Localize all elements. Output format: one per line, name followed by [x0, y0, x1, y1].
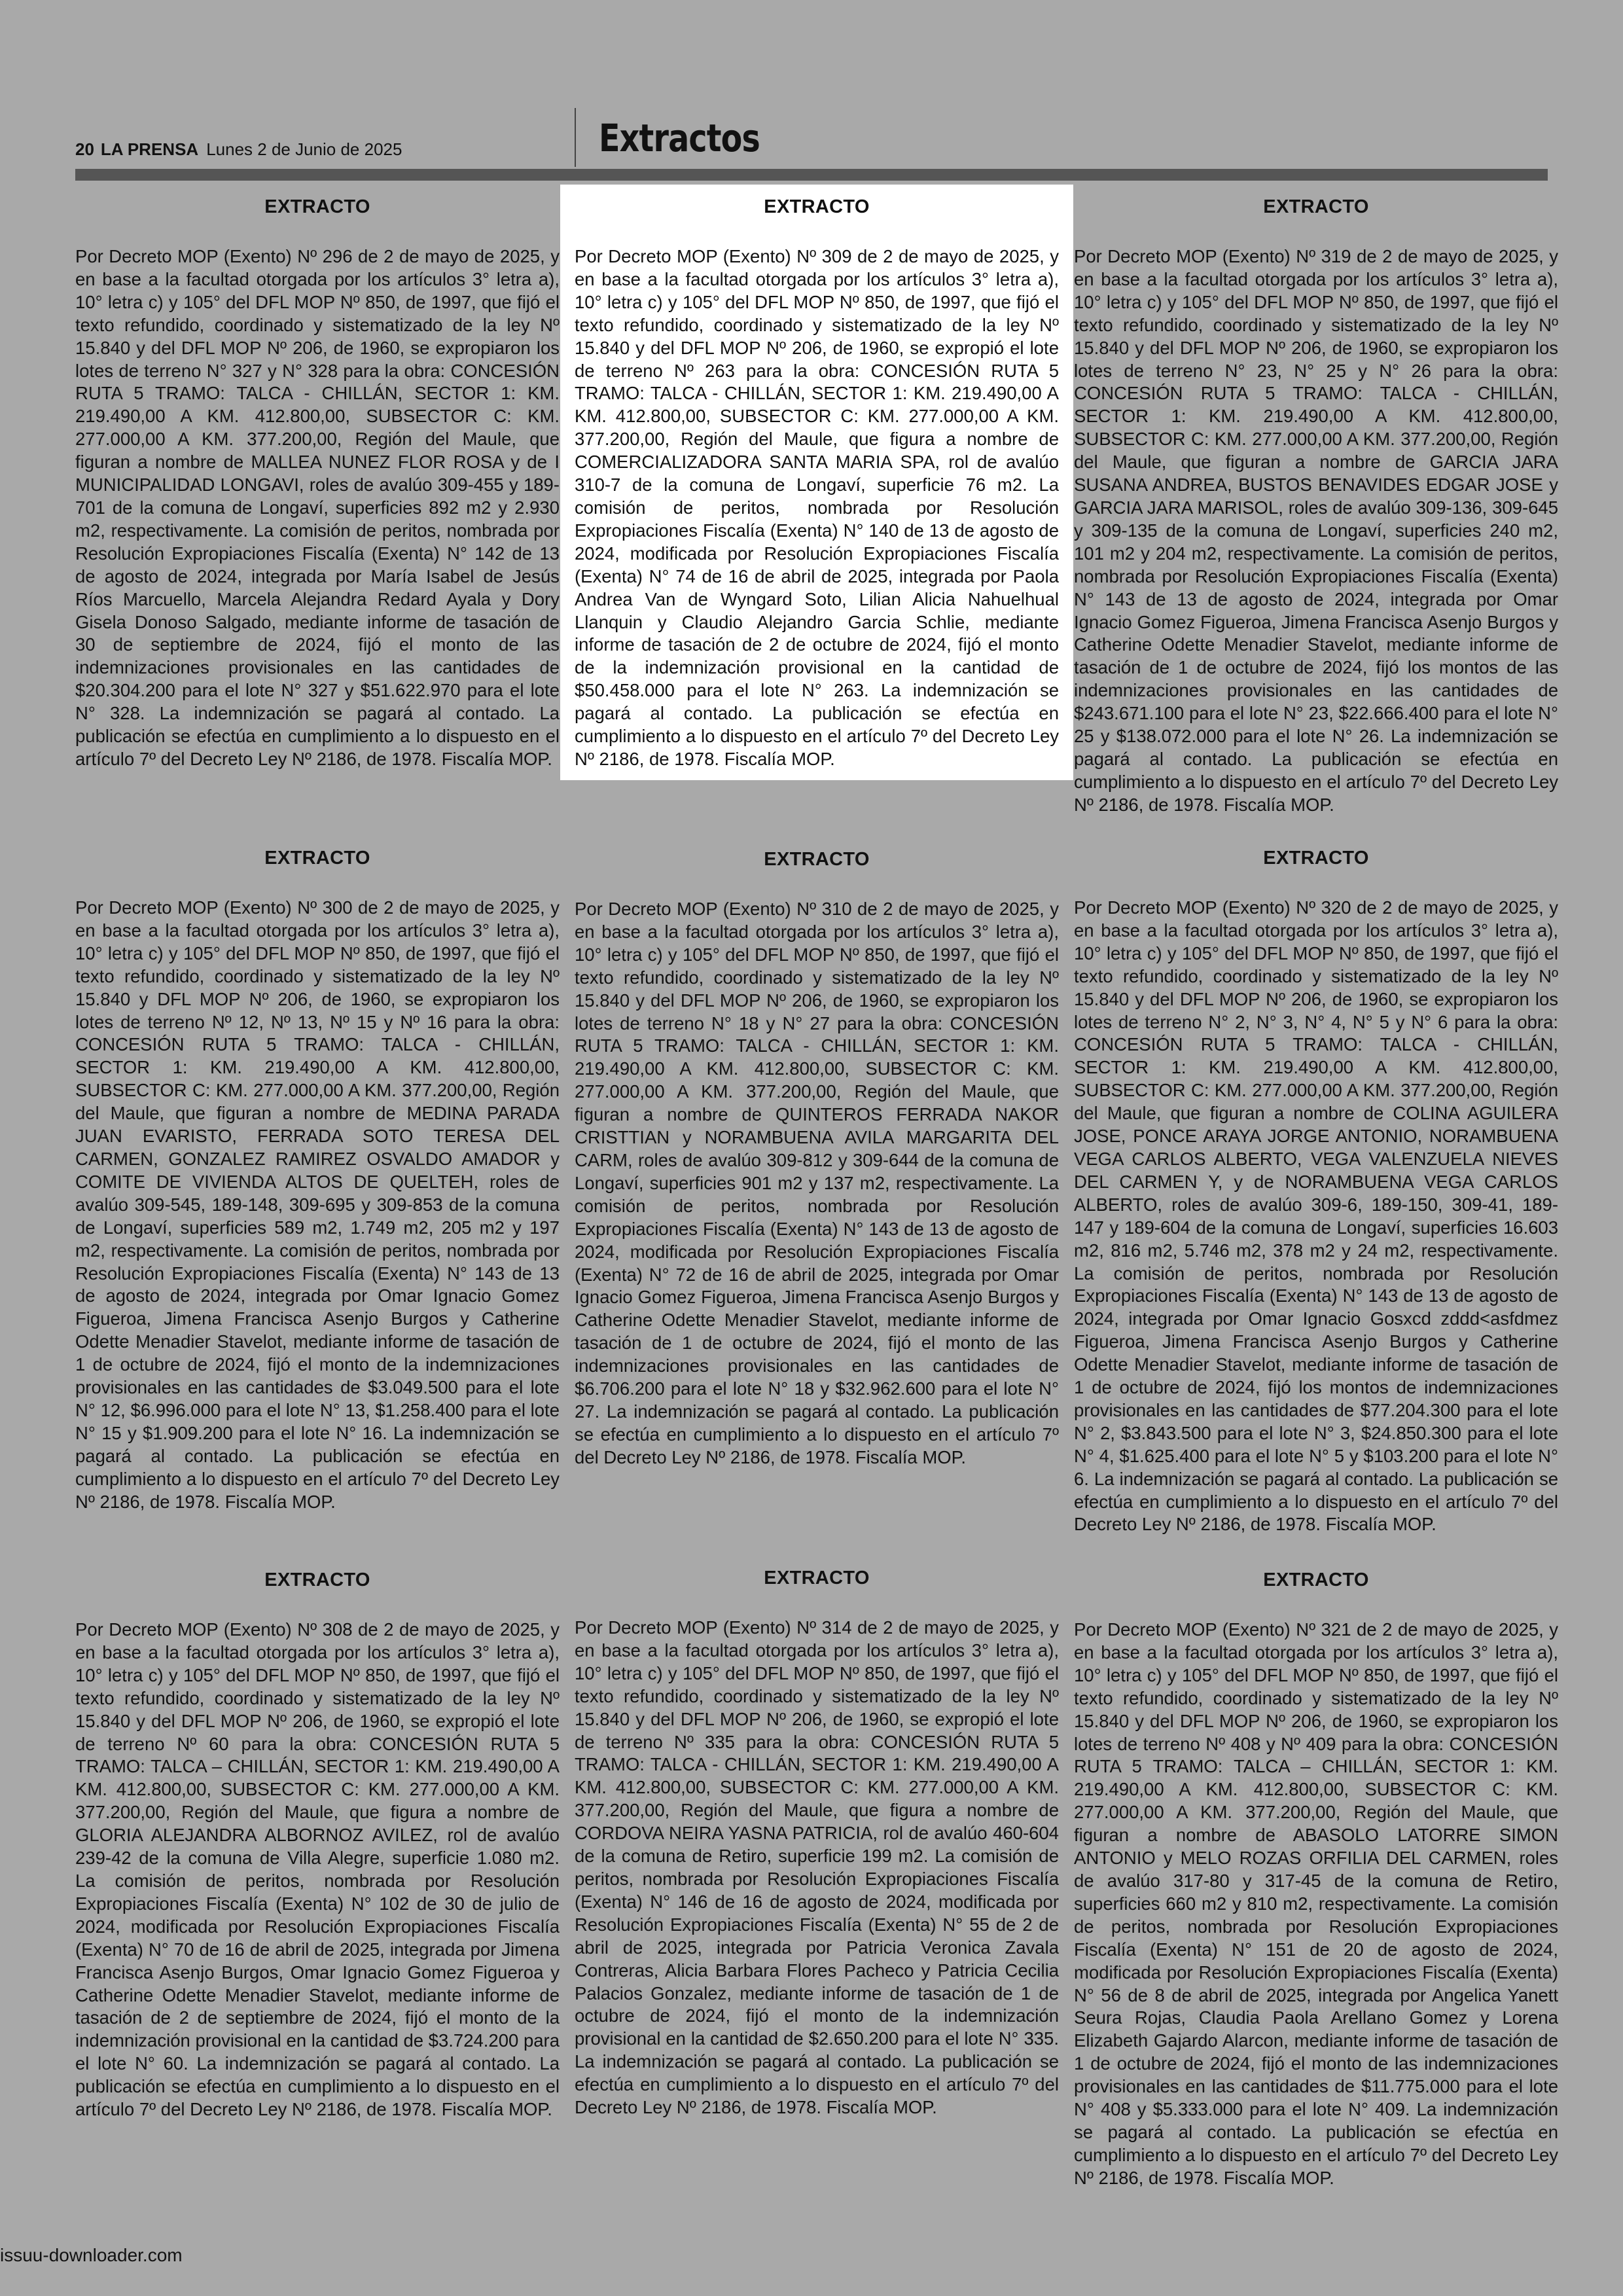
extracto-notice: [75, 1570, 560, 2121]
extracto-body: Por Decreto MOP (Exento) Nº 320 de 2 de mayo de 2025, y en base a la facultad otorgada por los artículos 3° letra a), 10° letra c) y 105° del DFL MOP Nº 850, de 1997, que fijó el texto refundido, coordinado y sistematizado de la ley Nº 15.840 y del DFL MOP Nº 206, de 1960, se expropiaron los lotes de terreno N° 2, N° 3, N° 4, N° 5 y N° 6 para la obra: CONCESIÓN RUTA 5 TRAMO: TALCA - CHILLÁN, SECTOR 1: KM. 219.490,00 A KM. 412.800,00, SUBSECTOR C: KM. 277.000,00 A KM. 377.200,00, Región del Maule, que figuran a nombre de COLINA AGUILERA JOSE, PONCE ARAYA JORGE ANTONIO, NORAMBUENA VEGA CARLOS ALBERTO, VEGA VALENZUELA NIEVES DEL CARMEN Y, y de NORAMBUENA VEGA CARLOS ALBERTO, roles de avalúo 309-6, 189-150, 309-41, 189-147 y 189-604 de la comuna de Longaví, superficies 16.603 m2, 816 m2, 5.746 m2, 378 m2 y 24 m2, respectivamente. La comisión de peritos, nombrada por Resolución Expropiaciones Fiscalía (Exenta) N° 143 de 13 de agosto de 2024, integrada por Omar Ignacio Gosxcd zddd<asfdmez Figueroa, Jimena Francisca Asenjo Burgos y Catherine Odette Menadier Stavelot, mediante informe de tasación de 1 de octubre de 2024, fijó los montos de indemnizaciones provisionales en las cantidades de $77.204.300 para el lote N° 2, $3.843.500 para el lote N° 3, $24.850.300 para el lote N° 4, $1.625.400 para el lote N° 5 y $103.200 para el lote N° 6. La indemnización se pagará al contado. La publicación se efectúa en cumplimiento a lo dispuesto en el artículo 7º del Decreto Ley Nº 2186, de 1978. Fiscalía MOP.: [1074, 897, 1558, 1535]
issue-date: Lunes 2 de Junio de 2025: [206, 139, 402, 159]
extracto-title: EXTRACTO: [764, 849, 870, 870]
extracto-notice: [75, 196, 560, 771]
extracto-body: Por Decreto MOP (Exento) Nº 321 de 2 de mayo de 2025, y en base a la facultad otorgada por los artículos 3° letra a), 10° letra c) y 105° del DFL MOP Nº 850, de 1997, que fijó el texto refundido, coordinado y sistematizado de la ley Nº 15.840 y del DFL MOP Nº 206, de 1960, se expropiaron los lotes de terreno Nº 408 y Nº 409 para la obra: CONCESIÓN RUTA 5 TRAMO: TALCA – CHILLÁN, SECTOR 1: KM. 219.490,00 A KM. 412.800,00, SUBSECTOR C: KM. 277.000,00 A KM. 377.200,00, Región del Maule, que figuran a nombre de ABASOLO LATORRE SIMON ANTONIO y MELO ROZAS ORFILIA DEL CARMEN, roles de avalúo 317-80 y 317-45 de la comuna de Retiro, superficies 660 m2 y 810 m2, respectivamente. La comisión de peritos, nombrada por Resolución Expropiaciones Fiscalía (Exenta) N° 151 de 20 de agosto de 2024, modificada por Resolución Expropiaciones Fiscalía (Exenta) N° 56 de 8 de abril de 2025, integrada por Angelica Yanett Seura Rojas, Claudia Paola Arellano Gomez y Lorena Elizabeth Gajardo Alarcon, mediante informe de tasación de 1 de octubre de 2024, fijó el monto de las indemnizaciones provisionales en las cantidades de $11.775.000 para el lote N° 408 y $5.333.000 para el lote N° 409. La indemnización se pagará al contado. La publicación se efectúa en cumplimiento a lo dispuesto en el artículo 7º del Decreto Ley Nº 2186, de 1978. Fiscalía MOP.: [1074, 1619, 1558, 2188]
masthead: [75, 139, 402, 160]
extracto-body: Por Decreto MOP (Exento) Nº 309 de 2 de mayo de 2025, y en base a la facultad otorgada por los artículos 3° letra a), 10° letra c) y 105° del DFL MOP Nº 850, de 1997, que fijó el texto refundido, coordinado y sistematizado de la ley Nº 15.840 y del DFL MOP Nº 206, de 1960, se expropió el lote de terreno Nº 263 para la obra: CONCESIÓN RUTA 5 TRAMO: TALCA - CHILLÁN, SECTOR 1: KM. 219.490,00 A KM. 412.800,00, SUBSECTOR C: KM. 277.000,00 A KM. 377.200,00, Región del Maule, que figura a nombre de COMERCIALIZADORA SANTA MARIA SPA, rol de avalúo 310-7 de la comuna de Longaví, superficie 76 m2. La comisión de peritos, nombrada por Resolución Expropiaciones Fiscalía (Exenta) N° 140 de 13 de agosto de 2024, modificada por Resolución Expropiaciones Fiscalía (Exenta) N° 74 de 16 de abril de 2025, integrada por Paola Andrea Van de Wyngard Soto, Lilian Alicia Nahuelhual Llanquin y Claudio Alejandro Garcia Schlie, mediante informe de tasación de 2 de octubre de 2024, fijó el monto de la indemnización provisional en la cantidad de $50.458.000 para el lote N° 263. La indemnización se pagará al contado. La publicación se efectúa en cumplimiento a lo dispuesto en el artículo 7º del Decreto Ley Nº 2186, de 1978. Fiscalía MOP.: [575, 246, 1059, 769]
page-number: 20: [75, 139, 94, 159]
extracto-body: Por Decreto MOP (Exento) Nº 296 de 2 de mayo de 2025, y en base a la facultad otorgada por los artículos 3° letra a), 10° letra c) y 105° del DFL MOP Nº 850, de 1997, que fijó el texto refundido, coordinado y sistematizado de la ley Nº 15.840 y del DFL MOP Nº 206, de 1960, se expropiaron los lotes de terreno N° 327 y N° 328 para la obra: CONCESIÓN RUTA 5 TRAMO: TALCA - CHILLÁN, SECTOR 1: KM. 219.490,00 A KM. 412.800,00, SUBSECTOR C: KM. 277.000,00 A KM. 377.200,00, Región del Maule, que figuran a nombre de MALLEA NUNEZ FLOR ROSA y de I MUNICIPALIDAD LONGAVI, roles de avalúo 309-455 y 189-701 de la comuna de Longaví, superficies 892 m2 y 2.930 m2, respectivamente. La comisión de peritos, nombrada por Resolución Expropiaciones Fiscalía (Exenta) N° 142 de 13 de agosto de 2024, integrada por María Isabel de Jesús Ríos Marcuello, Marcela Alejandra Redard Ayala y Dory Gisela Donoso Salgado, mediante informe de tasación de 30 de septiembre de 2024, fijó el monto de las indemnizaciones provisionales en las cantidades de $20.304.200 para el lote N° 327 y $51.622.970 para el lote N° 328. La indemnización se pagará al contado. La publicación se efectúa en cumplimiento a lo dispuesto en el artículo 7º del Decreto Ley Nº 2186, de 1978. Fiscalía MOP.: [75, 246, 560, 769]
extracto-title: EXTRACTO: [764, 1568, 870, 1588]
extracto-body: Por Decreto MOP (Exento) Nº 314 de 2 de mayo de 2025, y en base a la facultad otorgada por los artículos 3° letra a), 10° letra c) y 105° del DFL MOP Nº 850, de 1997, que fijó el texto refundido, coordinado y sistematizado de la ley Nº 15.840 y del DFL MOP Nº 206, de 1960, se expropió el lote de terreno Nº 335 para la obra: CONCESIÓN RUTA 5 TRAMO: TALCA - CHILLÁN, SECTOR 1: KM. 219.490,00 A KM. 412.800,00, SUBSECTOR C: KM. 277.000,00 A KM. 377.200,00, Región del Maule, que figura a nombre de CORDOVA NEIRA YASNA PATRICIA, rol de avalúo 460-604 de la comuna de Retiro, superficie 199 m2. La comisión de peritos, nombrada por Resolución Expropiaciones Fiscalía (Exenta) N° 146 de 16 de agosto de 2024, modificada por Resolución Expropiaciones Fiscalía (Exenta) N° 55 de 2 de abril de 2025, integrada por Patricia Veronica Zavala Contreras, Alicia Barbara Flores Pacheco y Patricia Cecilia Palacios Gonzalez, mediante informe de tasación de 1 de octubre de 2024, fijó el monto de la indemnización provisional en la cantidad de $2.650.200 para el lote N° 335. La indemnización se pagará al contado. La publicación se efectúa en cumplimiento a lo dispuesto en el artículo 7º del Decreto Ley Nº 2186, de 1978. Fiscalía MOP.: [575, 1617, 1059, 2118]
header-divider: [575, 108, 576, 167]
extracto-title: EXTRACTO: [1263, 848, 1369, 869]
extracto-notice-highlighted: [560, 185, 1073, 780]
extracto-title: EXTRACTO: [1263, 1570, 1369, 1590]
extracto-body: Por Decreto MOP (Exento) Nº 310 de 2 de mayo de 2025, y en base a la facultad otorgada por los artículos 3° letra a), 10° letra c) y 105° del DFL MOP Nº 850, de 1997, que fijó el texto refundido, coordinado y sistematizado de la ley Nº 15.840 y del DFL MOP Nº 206, de 1960, se expropiaron los lotes de terreno N° 18 y N° 27 para la obra: CONCESIÓN RUTA 5 TRAMO: TALCA - CHILLÁN, SECTOR 1: KM. 219.490,00 A KM. 412.800,00, SUBSECTOR C: KM. 277.000,00 A KM. 377.200,00, Región del Maule, que figuran a nombre de QUINTEROS FERRADA NAKOR CRISTTIAN y NORAMBUENA AVILA MARGARITA DEL CARM, roles de avalúo 309-812 y 309-644 de la comuna de Longaví, superficies 901 m2 y 137 m2, respectivamente. La comisión de peritos, nombrada por Resolución Expropiaciones Fiscalía (Exenta) N° 143 de 13 de agosto de 2024, modificada por Resolución Expropiaciones Fiscalía (Exenta) N° 72 de 16 de abril de 2025, integrada por Omar Ignacio Gomez Figueroa, Jimena Francisca Asenjo Burgos y Catherine Odette Menadier Stavelot, mediante informe de tasación de 1 de octubre de 2024, fijó el monto de las indemnizaciones provisionales en las cantidades de $6.706.200 para el lote N° 18 y $32.962.600 para el lote N° 27. La indemnización se pagará al contado. La publicación se efectúa en cumplimiento a lo dispuesto en el artículo 7º del Decreto Ley Nº 2186, de 1978. Fiscalía MOP.: [575, 899, 1059, 1467]
watermark-text: issuu-downloader.com: [0, 2245, 183, 2265]
extracto-notice: [75, 848, 560, 1513]
extracto-body: Por Decreto MOP (Exento) Nº 319 de 2 de mayo de 2025, y en base a la facultad otorgada por los artículos 3° letra a), 10° letra c) y 105° del DFL MOP Nº 850, de 1997, que fijó el texto refundido, coordinado y sistematizado de la ley Nº 15.840 y del DFL MOP Nº 206, de 1960, se expropiaron los lotes de terreno N° 23, N° 25 y N° 26 para la obra: CONCESIÓN RUTA 5 TRAMO: TALCA - CHILLÁN, SECTOR 1: KM. 219.490,00 A KM. 412.800,00, SUBSECTOR C: KM. 277.000,00 A KM. 377.200,00, Región del Maule, que figuran a nombre de GARCIA JARA SUSANA ANDREA, BUSTOS BENAVIDES EDGAR JOSE y GARCIA JARA MARISOL, roles de avalúo 309-136, 309-645 y 309-135 de la comuna de Longaví, superficies 240 m2, 101 m2 y 204 m2, respectivamente. La comisión de peritos, nombrada por Resolución Expropiaciones Fiscalía (Exenta) N° 143 de 13 de agosto de 2024, integrada por Omar Ignacio Gomez Figueroa, Jimena Francisca Asenjo Burgos y Catherine Odette Menadier Stavelot, mediante informe de tasación de 1 de octubre de 2024, fijó los montos de las indemnizaciones provisionales en las cantidades de $243.671.100 para el lote N° 23, $22.666.400 para el lote N° 25 y $138.072.000 para el lote N° 26. La indemnización se pagará al contado. La publicación se efectúa en cumplimiento a lo dispuesto en el artículo 7º del Decreto Ley Nº 2186, de 1978. Fiscalía MOP.: [1074, 246, 1558, 815]
extracto-title: EXTRACTO: [264, 1570, 370, 1590]
extracto-body: Por Decreto MOP (Exento) Nº 300 de 2 de mayo de 2025, y en base a la facultad otorgada por los artículos 3° letra a), 10° letra c) y 105° del DFL MOP Nº 850, de 1997, que fijó el texto refundido, coordinado y sistematizado de la ley Nº 15.840 y DFL MOP Nº 206, de 1960, se expropiaron los lotes de terreno Nº 12, Nº 13, Nº 15 y Nº 16 para la obra: CONCESIÓN RUTA 5 TRAMO: TALCA - CHILLÁN, SECTOR 1: KM. 219.490,00 A KM. 412.800,00, SUBSECTOR C: KM. 277.000,00 A KM. 377.200,00, Región del Maule, que figuran a nombre de MEDINA PARADA JUAN EVARISTO, FERRADA SOTO TERESA DEL CARMEN, GONZALEZ RAMIREZ OSVALDO AMADOR y COMITE DE VIVIENDA ALTOS DE QUELTEH, roles de avalúo 309-545, 189-148, 309-695 y 309-853 de la comuna de Longaví, superficies 589 m2, 1.749 m2, 205 m2 y 197 m2, respectivamente. La comisión de peritos, nombrada por Resolución Expropiaciones Fiscalía (Exenta) N° 143 de 13 de agosto de 2024, integrada por Omar Ignacio Gomez Figueroa, Jimena Francisca Asenjo Burgos y Catherine Odette Menadier Stavelot, mediante informe de tasación de 1 de octubre de 2024, fijó el monto de la indemnizaciones provisionales en las cantidades de $3.049.500 para el lote N° 12, $6.996.000 para el lote N° 13, $1.258.400 para el lote N° 15 y $1.909.200 para el lote N° 16. La indemnización se pagará al contado. La publicación se efectúa en cumplimiento a lo dispuesto en el artículo 7º del Decreto Ley Nº 2186, de 1978. Fiscalía MOP.: [75, 897, 560, 1512]
header-rule: [75, 169, 1548, 181]
extracto-notice: [1074, 1570, 1558, 2190]
section-title: Extractos: [599, 116, 760, 160]
publication-name: LA PRENSA: [100, 139, 199, 159]
extracto-title: EXTRACTO: [1263, 196, 1369, 217]
extracto-title: EXTRACTO: [264, 196, 370, 217]
extracto-body: Por Decreto MOP (Exento) Nº 308 de 2 de mayo de 2025, y en base a la facultad otorgada por los artículos 3° letra a), 10° letra c) y 105° del DFL MOP Nº 850, de 1997, que fijó el texto refundido, coordinado y sistematizado de la ley Nº 15.840 y del DFL MOP Nº 206, de 1960, se expropió el lote de terreno Nº 60 para la obra: CONCESIÓN RUTA 5 TRAMO: TALCA – CHILLÁN, SECTOR 1: KM. 219.490,00 A KM. 412.800,00, SUBSECTOR C: KM. 277.000,00 A KM. 377.200,00, Región del Maule, que figura a nombre de GLORIA ALEJANDRA ALBORNOZ AVILEZ, rol de avalúo 239-42 de la comuna de Villa Alegre, superficie 1.080 m2. La comisión de peritos, nombrada por Resolución Expropiaciones Fiscalía (Exenta) N° 102 de 30 de julio de 2024, modificada por Resolución Expropiaciones Fiscalía (Exenta) N° 70 de 16 de abril de 2025, integrada por Jimena Francisca Asenjo Burgos, Omar Ignacio Gomez Figueroa y Catherine Odette Menadier Stavelot, mediante informe de tasación de 2 de septiembre de 2024, fijó el monto de la indemnización provisional en la cantidad de $3.724.200 para el lote N° 60. La indemnización se pagará al contado. La publicación se efectúa en cumplimiento a lo dispuesto en el artículo 7º del Decreto Ley Nº 2186, de 1978. Fiscalía MOP.: [75, 1619, 560, 2120]
extracto-notice: [575, 1568, 1059, 2119]
page-header: [75, 108, 1548, 167]
extracto-notice: [1074, 196, 1558, 817]
extracto-title: EXTRACTO: [764, 196, 870, 217]
extracto-notice: [575, 849, 1059, 1469]
extracto-notice: [1074, 848, 1558, 1536]
extracto-title: EXTRACTO: [264, 848, 370, 869]
